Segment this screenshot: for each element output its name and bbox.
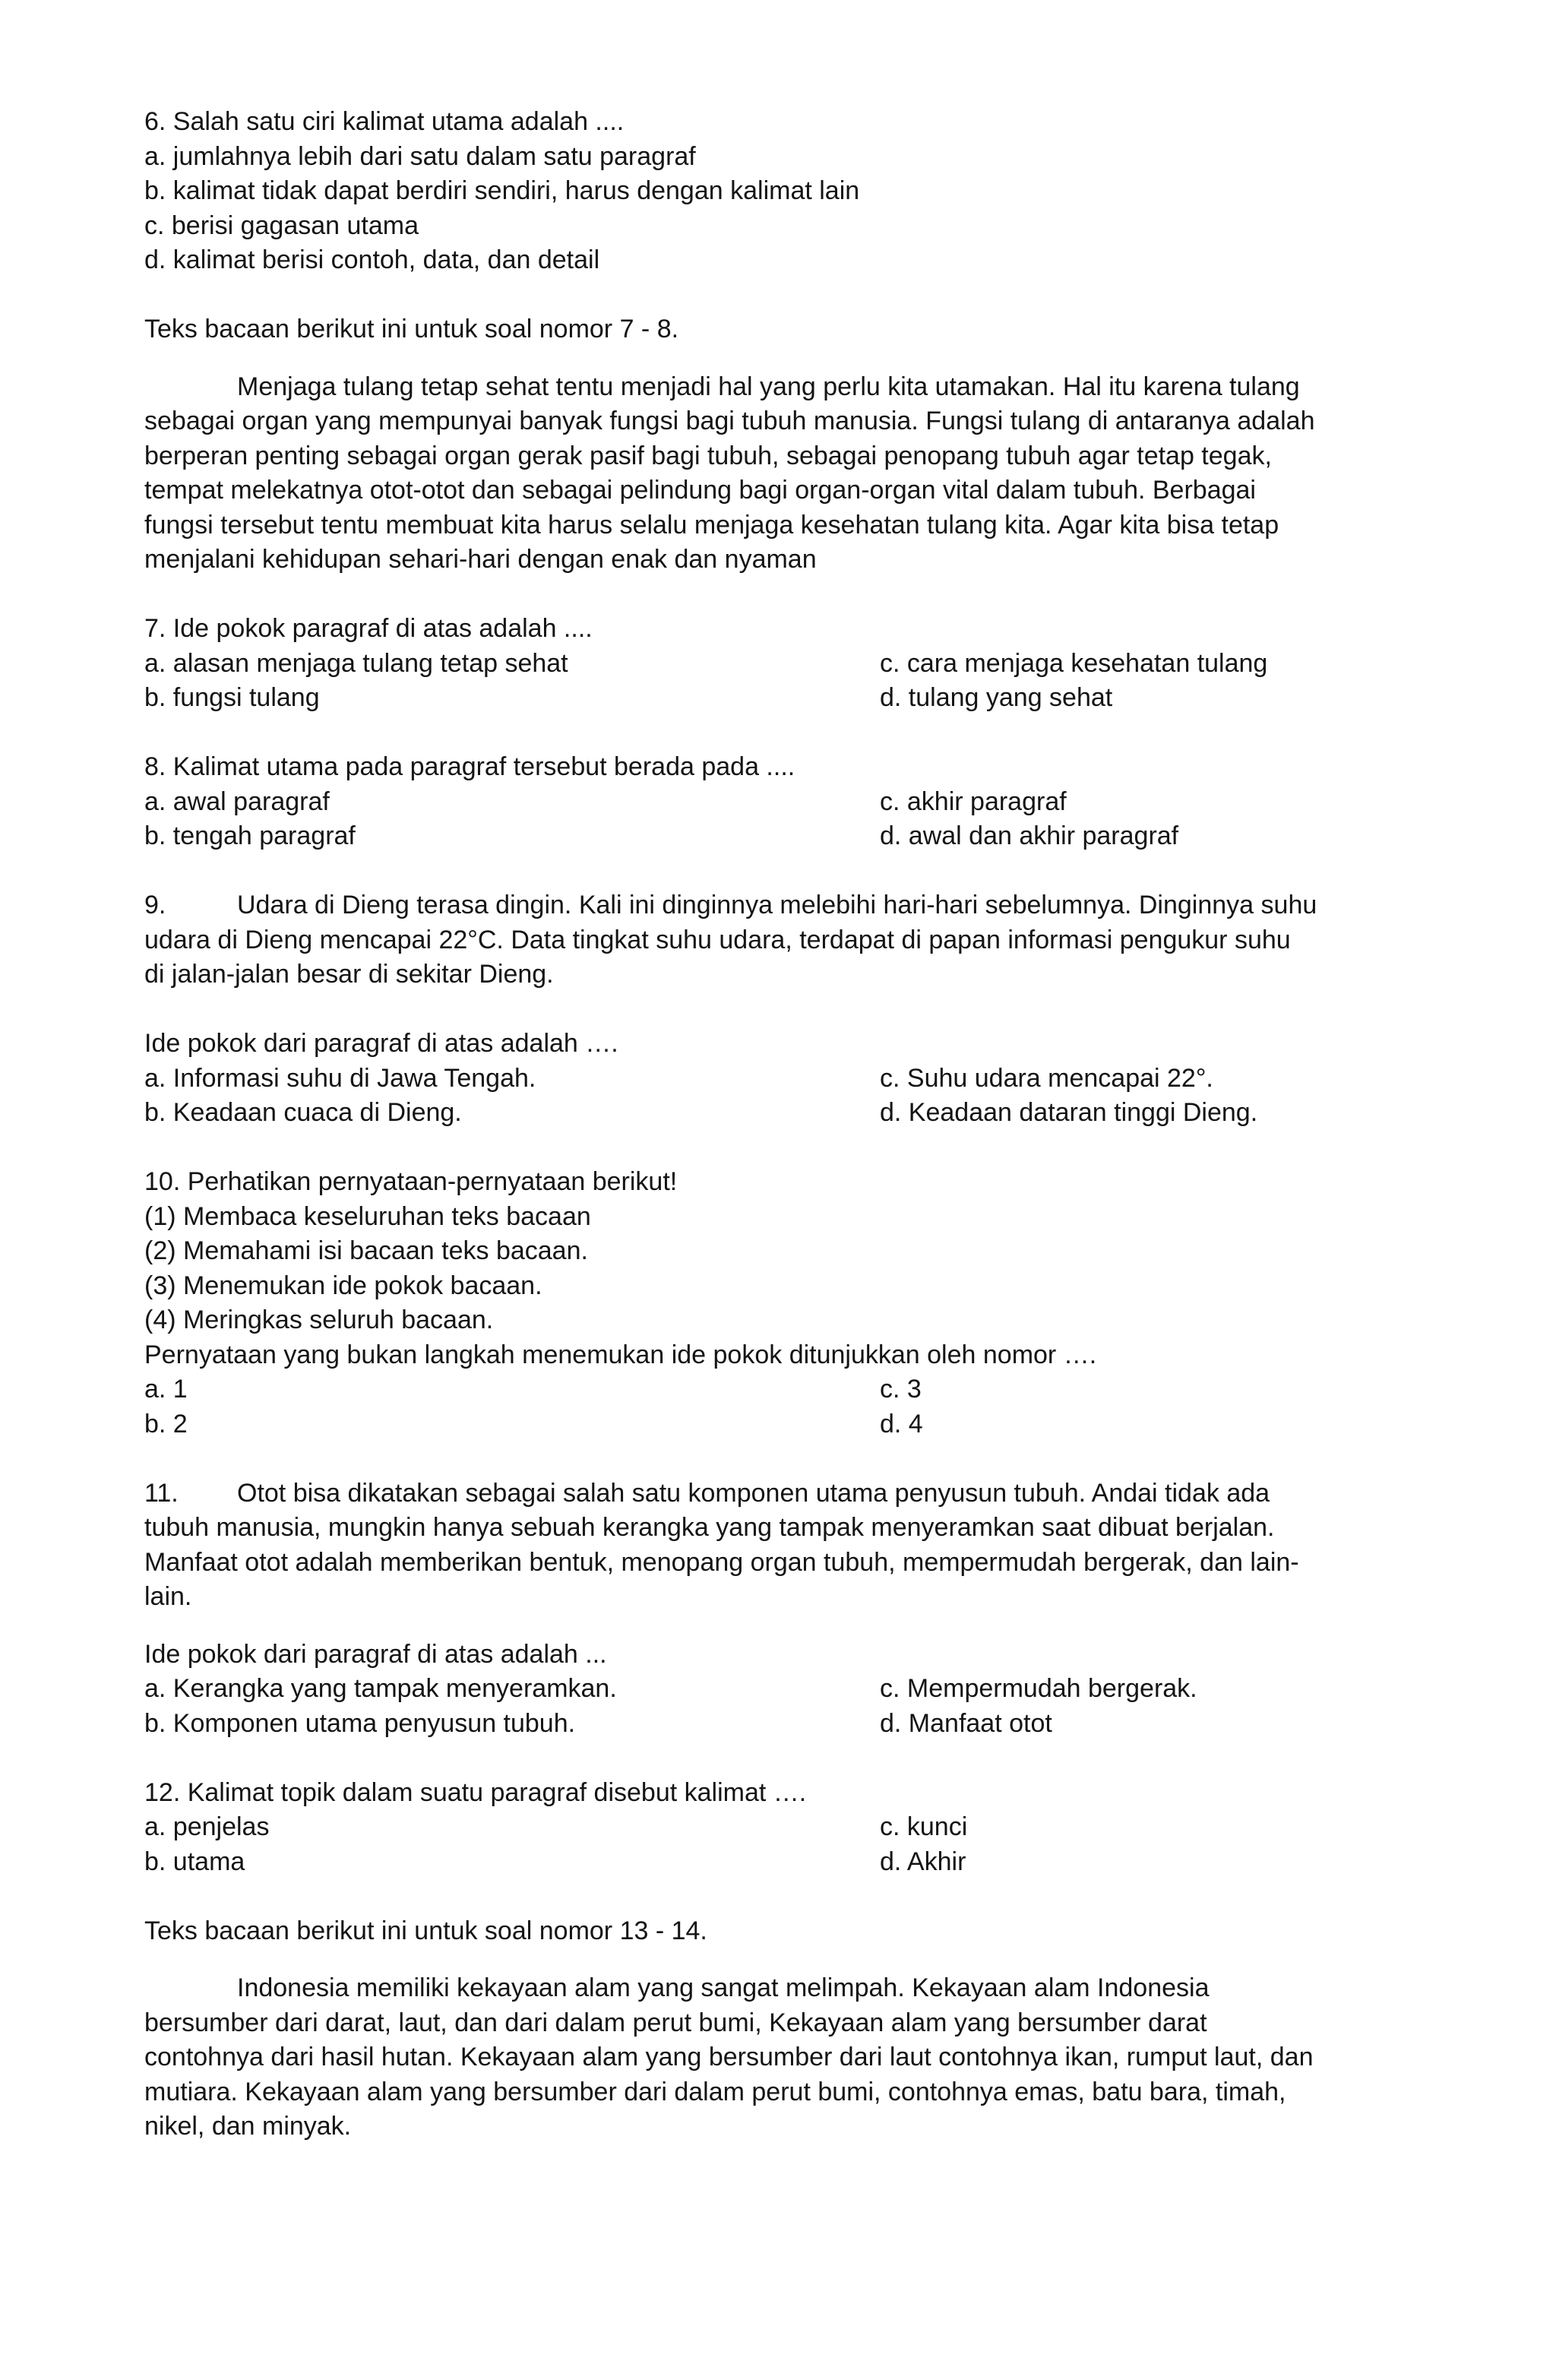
question-text: 10. Perhatikan pernyataan-pernyataan berikut!	[144, 1167, 678, 1196]
option-a: a. Informasi suhu di Jawa Tengah.	[144, 1063, 536, 1093]
option-c: c. Suhu udara mencapai 22°.	[880, 1063, 1213, 1093]
passage-line: berperan penting sebagai organ gerak pasif bagi tubuh, sebagai penopang tubuh agar tetap tegak,	[144, 441, 1272, 470]
passage-line: lain.	[144, 1582, 192, 1611]
passage-line: sebagai organ yang mempunyai banyak fungsi bagi tubuh manusia. Fungsi tulang di antaranya adalah	[144, 407, 1315, 435]
option-d: d. 4	[880, 1409, 923, 1438]
option-b: b. Komponen utama penyusun tubuh.	[144, 1708, 576, 1738]
option-a: a. penjelas	[144, 1812, 270, 1841]
reading-passage-7-8	[144, 370, 1428, 578]
reading-passage-13-14	[144, 1971, 1428, 2144]
passage-text: Udara di Dieng terasa dingin. Kali ini dinginnya melebihi hari-hari sebelumnya. Dinginnya suhu	[237, 891, 1317, 919]
question-12	[144, 1776, 1428, 1880]
passage-line	[144, 1476, 1428, 1511]
reading-intro-13-14: Teks bacaan berikut ini untuk soal nomor 13 - 14.	[144, 1916, 707, 1945]
option-a: a. jumlahnya lebih dari satu dalam satu paragraf	[144, 141, 696, 171]
statement: (2) Memahami isi bacaan teks bacaan.	[144, 1236, 588, 1265]
passage-line: mutiara. Kekayaan alam yang bersumber dari dalam perut bumi, contohnya emas, batu bara, timah,	[144, 2077, 1286, 2106]
option-a: a. Kerangka yang tampak menyeramkan.	[144, 1674, 617, 1703]
option-a: a. alasan menjaga tulang tetap sehat	[144, 648, 568, 678]
question-text: 8. Kalimat utama pada paragraf tersebut berada pada ....	[144, 752, 795, 781]
option-b: b. 2	[144, 1409, 188, 1438]
question-prompt: Pernyataan yang bukan langkah menemukan ide pokok ditunjukkan oleh nomor ….	[144, 1340, 1097, 1369]
option-d: d. kalimat berisi contoh, data, dan detail	[144, 245, 600, 274]
passage-line: di jalan-jalan besar di sekitar Dieng.	[144, 960, 554, 989]
question-11	[144, 1476, 1428, 1742]
statement: (3) Menemukan ide pokok bacaan.	[144, 1271, 542, 1300]
passage-line: tempat melekatnya otot-otot dan sebagai pelindung bagi organ-organ vital dalam tubuh. Berbagai	[144, 476, 1256, 505]
question-6	[144, 105, 1428, 278]
option-d: d. Manfaat otot	[880, 1708, 1052, 1738]
question-text: 7. Ide pokok paragraf di atas adalah ....	[144, 614, 593, 643]
option-c: c. berisi gagasan utama	[144, 210, 419, 240]
option-c: c. Mempermudah bergerak.	[880, 1674, 1197, 1703]
question-9	[144, 888, 1428, 1131]
question-number: 11.	[144, 1478, 179, 1508]
passage-line: Indonesia memiliki kekayaan alam yang sangat melimpah. Kekayaan alam Indonesia	[237, 1973, 1210, 2002]
question-7	[144, 612, 1428, 716]
passage-line: Menjaga tulang tetap sehat tentu menjadi hal yang perlu kita utamakan. Hal itu karena tulang	[237, 372, 1300, 401]
option-d: d. awal dan akhir paragraf	[880, 821, 1179, 850]
option-b: b. tengah paragraf	[144, 821, 356, 850]
question-text: Ide pokok dari paragraf di atas adalah ...	[144, 1639, 607, 1669]
passage-line: bersumber dari darat, laut, dan dari dalam perut bumi, Kekayaan alam yang bersumber darat	[144, 2008, 1207, 2037]
option-c: c. cara menjaga kesehatan tulang	[880, 648, 1268, 678]
option-a: a. 1	[144, 1375, 188, 1404]
question-text: Ide pokok dari paragraf di atas adalah ….	[144, 1029, 618, 1058]
passage-line: Manfaat otot adalah memberikan bentuk, menopang organ tubuh, mempermudah bergerak, dan lain-	[144, 1547, 1299, 1577]
passage-line: menjalani kehidupan sehari-hari dengan enak dan nyaman	[144, 545, 817, 574]
option-d: d. Akhir	[880, 1847, 966, 1876]
passage-line: nikel, dan minyak.	[144, 2112, 352, 2141]
question-text: 12. Kalimat topik dalam suatu paragraf disebut kalimat ….	[144, 1777, 807, 1807]
option-c: c. akhir paragraf	[880, 786, 1067, 816]
option-d: d. Keadaan dataran tinggi Dieng.	[880, 1098, 1258, 1127]
option-a: a. awal paragraf	[144, 786, 330, 816]
passage-line	[144, 888, 1428, 923]
question-10	[144, 1165, 1428, 1442]
question-8	[144, 750, 1428, 854]
passage-line: tubuh manusia, mungkin hanya sebuah kerangka yang tampak menyeramkan saat dibuat berjalan.	[144, 1513, 1275, 1542]
option-b: b. utama	[144, 1847, 245, 1876]
option-b: b. fungsi tulang	[144, 683, 320, 712]
reading-intro-7-8: Teks bacaan berikut ini untuk soal nomor 7 - 8.	[144, 315, 679, 343]
statement: (4) Meringkas seluruh bacaan.	[144, 1306, 494, 1334]
option-c: c. kunci	[880, 1812, 968, 1841]
passage-line: fungsi tersebut tentu membuat kita harus selalu menjaga kesehatan tulang kita. Agar kita bisa tetap	[144, 510, 1279, 540]
passage-text: Otot bisa dikatakan sebagai salah satu komponen utama penyusun tubuh. Andai tidak ada	[237, 1478, 1270, 1508]
option-b: b. Keadaan cuaca di Dieng.	[144, 1098, 462, 1127]
passage-line: contohnya dari hasil hutan. Kekayaan alam yang bersumber dari laut contohnya ikan, rumput laut, dan	[144, 2043, 1314, 2071]
question-text: 6. Salah satu ciri kalimat utama adalah ....	[144, 107, 625, 136]
statement: (1) Membaca keseluruhan teks bacaan	[144, 1201, 591, 1231]
option-d: d. tulang yang sehat	[880, 683, 1113, 712]
question-number: 9.	[144, 891, 166, 919]
passage-line: udara di Dieng mencapai 22°C. Data tingkat suhu udara, terdapat di papan informasi pengukur suhu	[144, 925, 1291, 954]
option-b: b. kalimat tidak dapat berdiri sendiri, harus dengan kalimat lain	[144, 176, 860, 205]
option-c: c. 3	[880, 1375, 922, 1404]
document-page	[144, 105, 1428, 2144]
